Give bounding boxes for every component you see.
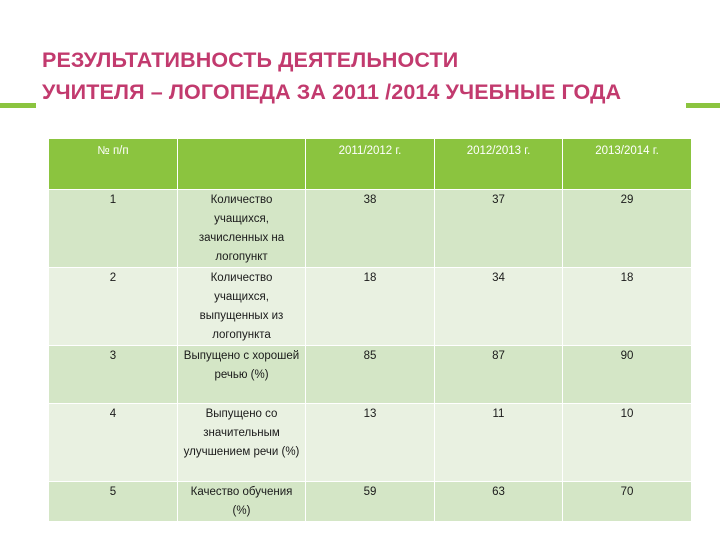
cell-2013-2014: 70 <box>563 482 692 522</box>
table-row <box>49 268 692 346</box>
results-table <box>48 138 692 522</box>
table-row <box>49 346 692 404</box>
title-line-2: УЧИТЕЛЯ – ЛОГОПЕДА ЗА 2011 /2014 УЧЕБНЫЕ ГОДА <box>42 80 622 104</box>
table-row <box>49 404 692 482</box>
title-line-1: РЕЗУЛЬТАТИВНОСТЬ ДЕЯТЕЛЬНОСТИ <box>42 48 459 72</box>
cell-2013-2014: 29 <box>563 190 692 268</box>
header-2013-2014: 2013/2014 г. <box>563 139 692 190</box>
cell-desc: Количество учащихся, зачисленных на логопункт <box>178 190 306 268</box>
table-row <box>49 190 692 268</box>
cell-2012-2013: 37 <box>435 190 563 268</box>
accent-bar-right <box>686 103 720 108</box>
accent-bar-left <box>0 103 36 108</box>
results-table-container <box>48 138 691 522</box>
header-desc <box>178 139 306 190</box>
cell-2012-2013: 87 <box>435 346 563 404</box>
cell-2012-2013: 34 <box>435 268 563 346</box>
cell-desc: Выпущено с хорошей речью (%) <box>178 346 306 404</box>
header-2012-2013: 2012/2013 г. <box>435 139 563 190</box>
cell-2011-2012: 59 <box>306 482 435 522</box>
cell-2013-2014: 90 <box>563 346 692 404</box>
header-2011-2012: 2011/2012 г. <box>306 139 435 190</box>
cell-desc: Количество учащихся, выпущенных из логопункта <box>178 268 306 346</box>
table-header-row <box>49 139 692 190</box>
cell-num: 1 <box>49 190 178 268</box>
cell-num: 4 <box>49 404 178 482</box>
cell-2012-2013: 11 <box>435 404 563 482</box>
cell-2013-2014: 18 <box>563 268 692 346</box>
cell-2011-2012: 13 <box>306 404 435 482</box>
cell-2013-2014: 10 <box>563 404 692 482</box>
cell-num: 5 <box>49 482 178 522</box>
cell-2012-2013: 63 <box>435 482 563 522</box>
cell-2011-2012: 38 <box>306 190 435 268</box>
table-row <box>49 482 692 522</box>
cell-2011-2012: 85 <box>306 346 435 404</box>
cell-num: 3 <box>49 346 178 404</box>
cell-2011-2012: 18 <box>306 268 435 346</box>
cell-num: 2 <box>49 268 178 346</box>
accent-divider <box>0 99 720 112</box>
header-num: № п/п <box>49 139 178 190</box>
cell-desc: Качество обучения (%) <box>178 482 306 522</box>
cell-desc: Выпущено со значительным улучшением речи (%) <box>178 404 306 482</box>
